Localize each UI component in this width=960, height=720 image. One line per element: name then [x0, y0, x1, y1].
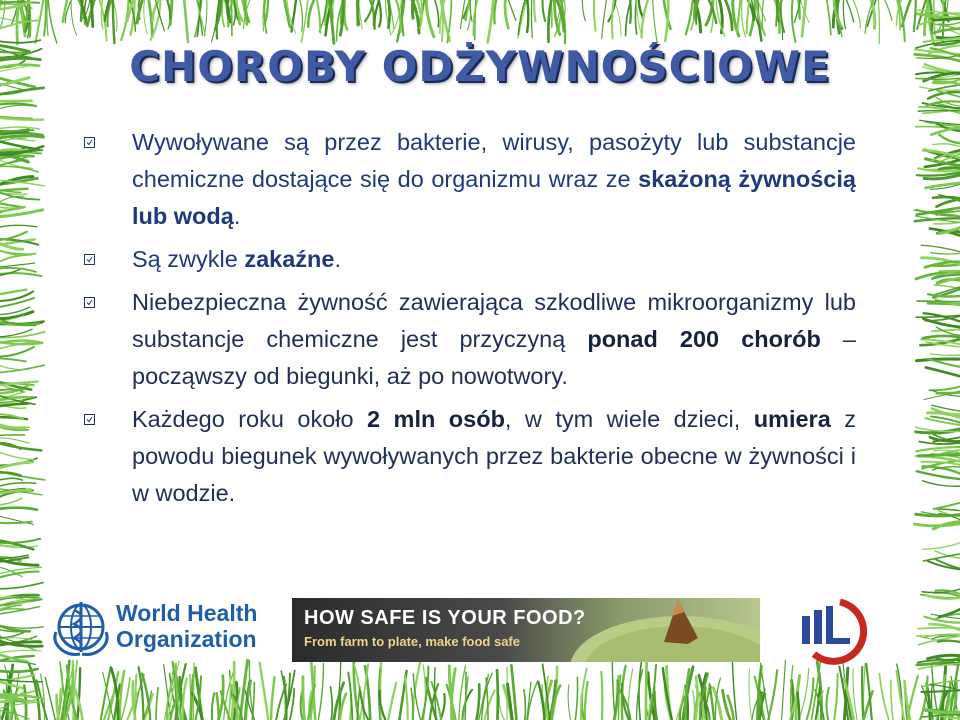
bullet-text: Wywoływane są przez bakterie, wirusy, pasożyty lub substancje chemiczne dostające się do organizmu wraz ze skażoną żywnością lub wodą.: [132, 129, 856, 229]
grass-blade: [568, 685, 571, 720]
grass-blade: [330, 687, 332, 720]
grass-blade: [602, 0, 607, 38]
grass-blade: [934, 502, 960, 509]
grass-blade: [144, 0, 147, 33]
grass-blade: [646, 660, 647, 720]
grass-blade: [833, 674, 837, 720]
grass-blade: [937, 392, 960, 393]
grass-blade: [91, 0, 93, 27]
grass-blade: [252, 683, 255, 720]
grass-blade: [0, 203, 23, 208]
bullet-item: [84, 284, 856, 395]
grass-blade: [0, 498, 22, 505]
grass-blade: [0, 435, 25, 436]
grass-blade: [318, 664, 324, 720]
grass-blade: [767, 670, 777, 720]
grass-blade: [405, 676, 408, 720]
bullet-text: Są zwykle zakaźne.: [132, 246, 341, 272]
grass-blade: [531, 0, 532, 38]
who-logo: [50, 594, 270, 660]
grass-blade: [930, 354, 960, 355]
institution-logo: [796, 596, 880, 666]
grass-blade: [0, 127, 39, 129]
grass-blade: [0, 358, 26, 361]
grass-blade: [260, 663, 269, 720]
grass-blade: [222, 0, 224, 27]
grass-blade: [922, 541, 960, 549]
grass-blade: [0, 522, 32, 523]
grass-blade: [601, 672, 602, 720]
grass-blade: [0, 105, 31, 109]
grass-blade: [488, 0, 494, 42]
grass-blade: [921, 245, 960, 253]
grass-blade: [0, 661, 35, 664]
grass-blade: [653, 0, 657, 42]
soup-bowl-image: [560, 598, 760, 662]
grass-blade: [497, 670, 498, 720]
bullet-item: [84, 241, 856, 278]
grass-blade: [499, 696, 507, 720]
grass-blade: [926, 367, 960, 377]
grass-blade: [291, 0, 296, 32]
grass-blade: [630, 0, 631, 23]
grass-blade: [204, 0, 206, 36]
grass-blade: [582, 0, 585, 21]
grass-blade: [217, 693, 219, 720]
grass-blade: [475, 0, 476, 40]
checkbox-bullet-icon: [84, 297, 95, 308]
grass-blade: [0, 101, 31, 102]
grass-blade: [193, 663, 194, 720]
checkbox-bullet-icon: [84, 254, 95, 265]
grass-blade: [271, 677, 275, 720]
grass-blade: [686, 0, 694, 34]
grass-blade: [883, 0, 892, 20]
grass-blade: [459, 666, 466, 720]
grass-blade: [433, 0, 438, 27]
bullet-list: [84, 124, 856, 518]
grass-blade: [316, 0, 320, 33]
grass-blade: [933, 144, 960, 148]
grass-blade: [639, 661, 642, 720]
grass-blade: [0, 140, 39, 149]
grass-blade: [914, 0, 916, 31]
grass-blade: [505, 0, 508, 28]
grass-blade: [462, 690, 472, 720]
grass-blade: [0, 290, 26, 295]
grass-blade: [426, 0, 434, 37]
bullet-item: [84, 401, 856, 512]
grass-blade: [507, 0, 516, 20]
grass-blade: [0, 451, 34, 459]
grass-blade: [231, 0, 232, 36]
grass-blade: [44, 0, 46, 36]
grass-blade: [48, 0, 57, 43]
grass-blade: [413, 661, 421, 720]
grass-blade: [939, 271, 960, 272]
grass-blade: [184, 0, 188, 42]
grass-blade: [931, 253, 960, 254]
grass-blade: [654, 691, 657, 720]
bullet-text: Niebezpieczna żywność zawierająca szkodliwe mikroorganizmy lub substancje chemiczne jest przyczyną ponad 200 chorób – począwszy od biegunki, aż po nowotwory.: [132, 289, 856, 389]
grass-blade: [938, 641, 960, 643]
grass-blade: [0, 425, 25, 427]
grass-blade: [388, 0, 390, 28]
grass-blade: [71, 0, 77, 35]
grass-blade: [0, 255, 31, 264]
grass-blade: [0, 166, 38, 172]
grass-blade: [527, 0, 528, 32]
grass-blade: [853, 669, 858, 720]
grass-blade: [914, 523, 960, 526]
grass-blade: [781, 660, 785, 720]
grass-blade: [924, 390, 960, 400]
banner-title: HOW SAFE IS YOUR FOOD?: [304, 607, 586, 629]
grass-blade: [923, 336, 960, 339]
grass-blade: [534, 0, 535, 21]
grass-blade: [308, 0, 316, 27]
grass-blade: [494, 0, 497, 23]
grass-blade: [879, 674, 890, 720]
grass-blade: [851, 0, 860, 28]
who-emblem-icon: [50, 596, 112, 658]
grass-blade: [395, 0, 401, 32]
grass-blade: [0, 697, 24, 700]
bullet-text: Każdego roku około 2 mln osób, w tym wiele dzieci, umiera z powodu biegunek wywoływanych przez bakterie obecne w żywności i w wodzie.: [132, 406, 856, 506]
grass-blade: [905, 681, 911, 720]
grass-blade: [939, 135, 960, 144]
grass-blade: [724, 0, 732, 30]
grass-blade: [387, 683, 396, 720]
checkbox-bullet-icon: [84, 414, 95, 425]
grass-blade: [844, 0, 853, 22]
grass-blade: [923, 481, 960, 487]
checkbox-bullet-icon: [84, 137, 95, 148]
banner-subtitle: From farm to plate, make food safe: [304, 634, 520, 649]
grass-blade: [212, 693, 214, 720]
grass-blade: [303, 677, 305, 720]
who-logo-text: World Health Organization: [116, 600, 258, 652]
grass-blade: [932, 329, 960, 331]
grass-blade: [0, 2, 39, 3]
grass-blade: [524, 690, 526, 720]
grass-blade: [594, 0, 596, 31]
grass-blade: [749, 669, 752, 720]
grass-blade: [0, 347, 34, 357]
grass-blade: [827, 688, 830, 720]
grass-blade: [0, 472, 21, 475]
grass-blade: [156, 688, 158, 720]
grass-blade: [917, 301, 960, 302]
grass-blade: [933, 18, 960, 20]
grass-blade: [543, 0, 546, 21]
grass-blade: [299, 0, 303, 31]
bullet-item: [84, 124, 856, 235]
grass-blade: [45, 677, 56, 720]
grass-blade: [896, 671, 905, 720]
grass-blade: [35, 0, 44, 43]
grass-blade: [917, 359, 960, 361]
grass-blade: [878, 0, 879, 44]
grass-blade: [166, 0, 170, 18]
grass-blade: [0, 365, 44, 373]
grass-blade: [917, 471, 960, 479]
grass-blade: [0, 462, 33, 469]
grass-blade: [742, 0, 746, 37]
grass-blade: [826, 0, 831, 35]
grass-blade: [575, 677, 578, 720]
grass-blade: [585, 682, 588, 720]
grass-blade: [0, 263, 35, 267]
grass-blade: [0, 650, 41, 653]
slide-title: CHOROBY ODŻYWNOŚCIOWE: [129, 42, 831, 91]
grass-blade: [0, 478, 22, 480]
grass-blade: [357, 0, 358, 25]
grass-blade: [926, 183, 960, 188]
grass-blade: [918, 111, 960, 112]
grass-blade: [642, 0, 650, 37]
grass-blade: [0, 483, 36, 488]
grass-blade: [843, 0, 845, 29]
grass-blade: [929, 385, 960, 390]
grass-blade: [476, 684, 480, 720]
grass-blade: [747, 0, 750, 33]
grass-blade: [802, 0, 806, 36]
grass-blade: [797, 693, 799, 720]
food-safety-banner: [292, 598, 760, 662]
grass-blade: [0, 583, 43, 589]
grass-blade: [0, 225, 37, 228]
grass-blade: [937, 198, 960, 206]
grass-blade: [0, 508, 37, 510]
grass-blade: [891, 680, 894, 720]
grass-blade: [737, 0, 741, 34]
